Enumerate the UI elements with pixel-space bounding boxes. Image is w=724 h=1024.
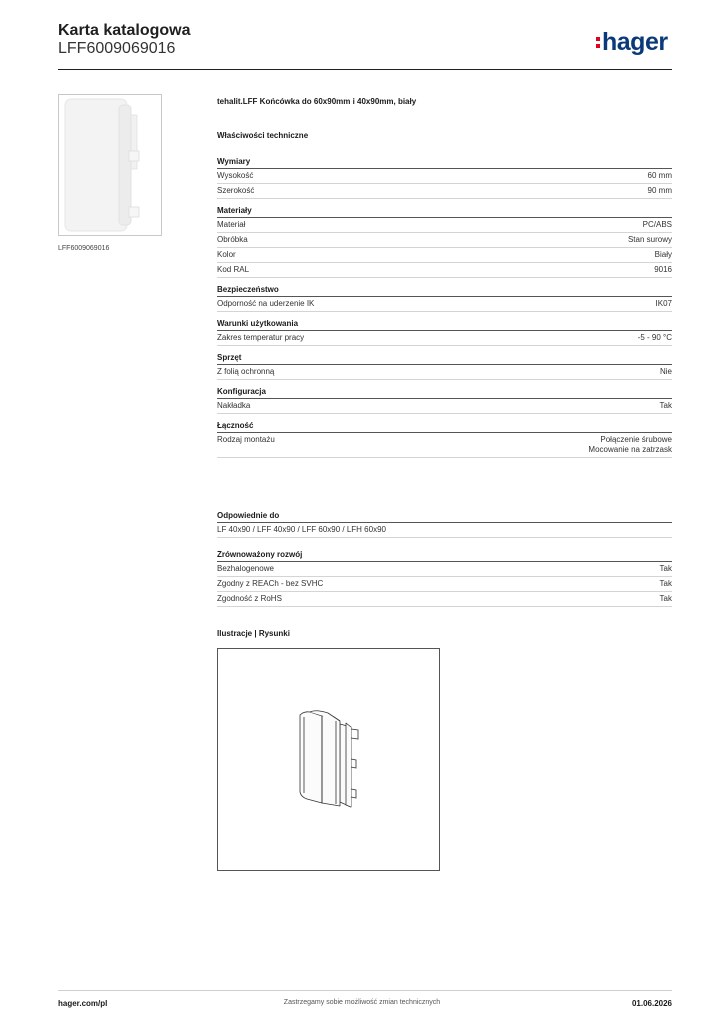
spec-section-heading: Sprzęt (217, 353, 672, 365)
spec-label: Materiał (217, 220, 246, 229)
spec-row (217, 399, 672, 414)
spec-label: Obróbka (217, 235, 248, 244)
spec-section (217, 319, 672, 346)
spec-label: Rodzaj montażu (217, 435, 275, 444)
spec-value (660, 367, 672, 377)
spec-value-line: Mocowanie na zatrzask (588, 445, 672, 454)
sustainability-heading: Zrównoważony rozwój (217, 550, 672, 562)
sustainability-section (217, 550, 672, 607)
spec-value-line: 90 mm (647, 186, 672, 195)
spec-value-line: Tak (659, 594, 672, 603)
spec-value-line: 9016 (654, 265, 672, 274)
spec-section (217, 421, 672, 458)
spec-value (654, 265, 672, 275)
spec-section-heading: Wymiary (217, 157, 672, 169)
spec-row (217, 248, 672, 263)
footer-divider (58, 990, 672, 991)
spec-row (217, 233, 672, 248)
spec-value (660, 579, 672, 589)
spec-row (217, 562, 672, 577)
product-thumbnail (58, 94, 162, 236)
spec-value-line: Biały (654, 250, 672, 259)
hager-logo (596, 28, 668, 56)
spec-value (628, 235, 672, 245)
spec-table (217, 157, 672, 465)
footer-website-link[interactable]: hager.com/pl (58, 999, 108, 1008)
spec-row (217, 577, 672, 592)
spec-value-line: Połączenie śrubowe (600, 435, 672, 444)
spec-value-line: Nie (659, 367, 672, 376)
illustrations-heading: Ilustracje | Rysunki (217, 629, 290, 638)
spec-section-heading: Materiały (217, 206, 672, 218)
suitable-for-section (217, 511, 672, 538)
spec-value (648, 171, 672, 181)
spec-row (217, 297, 672, 312)
spec-row (217, 184, 672, 199)
spec-row (217, 169, 672, 184)
illustration-frame (217, 648, 440, 871)
spec-section-heading: Łączność (217, 421, 672, 433)
spec-value-line: Stan surowy (627, 235, 672, 244)
spec-value (660, 564, 672, 574)
product-name: tehalit.LFF Końcówka do 60x90mm i 40x90mm, biały (217, 97, 417, 106)
spec-row (217, 263, 672, 278)
spec-value (638, 333, 672, 343)
spec-value-line: Tak (659, 579, 672, 588)
spec-section-heading: Bezpieczeństwo (217, 285, 672, 297)
spec-label: Zgodny z REACh - bez SVHC (217, 579, 324, 588)
suitable-for-row (217, 523, 672, 538)
product-code: LFF6009069016 (58, 40, 176, 57)
spec-section (217, 285, 672, 312)
spec-label: Odporność na uderzenie IK (217, 299, 315, 308)
spec-section-heading: Warunki użytkowania (217, 319, 672, 331)
spec-label: Zakres temperatur pracy (217, 333, 305, 342)
spec-value-line: PC/ABS (642, 220, 672, 229)
footer-date: 01.06.2026 (631, 999, 672, 1008)
end-cap-drawing (218, 649, 439, 870)
spec-label: Kod RAL (217, 265, 250, 274)
logo-mark-icon (596, 37, 600, 48)
spec-value-line: -5 - 90 °C (637, 333, 672, 342)
spec-label: Wysokość (217, 171, 254, 180)
spec-section (217, 353, 672, 380)
spec-value (660, 401, 672, 411)
spec-value-line: Tak (659, 564, 672, 573)
spec-value-line: Tak (659, 401, 672, 410)
spec-row (217, 433, 672, 458)
spec-value (656, 299, 672, 309)
logo-text: hager (602, 28, 668, 56)
spec-label: Szerokość (217, 186, 255, 195)
spec-section (217, 206, 672, 278)
spec-section (217, 387, 672, 414)
spec-value (643, 220, 672, 230)
spec-label: Bezhalogenowe (217, 564, 274, 573)
spec-row (217, 331, 672, 346)
footer-notice: Zastrzegamy sobie możliwość zmian technicznych (283, 999, 441, 1006)
spec-value-line: IK07 (655, 299, 672, 308)
spec-row (217, 218, 672, 233)
spec-row (217, 365, 672, 380)
spec-section (217, 157, 672, 199)
spec-value (660, 594, 672, 604)
spec-label: Kolor (217, 250, 236, 259)
spec-value-line: 60 mm (647, 171, 672, 180)
spec-label: Nakładka (217, 401, 251, 410)
spec-row (217, 592, 672, 607)
thumbnail-caption: LFF6009069016 (58, 245, 110, 252)
spec-section-heading: Konfiguracja (217, 387, 672, 399)
document-title: Karta katalogowa (58, 22, 191, 39)
suitable-for-heading: Odpowiednie do (217, 511, 672, 523)
spec-label: Z folią ochronną (217, 367, 275, 376)
spec-label: Zgodność z RoHS (217, 594, 282, 603)
spec-value (655, 250, 672, 260)
header-divider (58, 69, 672, 70)
suitable-for-text: LF 40x90 / LFF 40x90 / LFF 60x90 / LFH 60x90 (217, 525, 386, 534)
spec-value (588, 435, 672, 455)
spec-value (648, 186, 672, 196)
technical-properties-heading: Właściwości techniczne (217, 131, 309, 140)
